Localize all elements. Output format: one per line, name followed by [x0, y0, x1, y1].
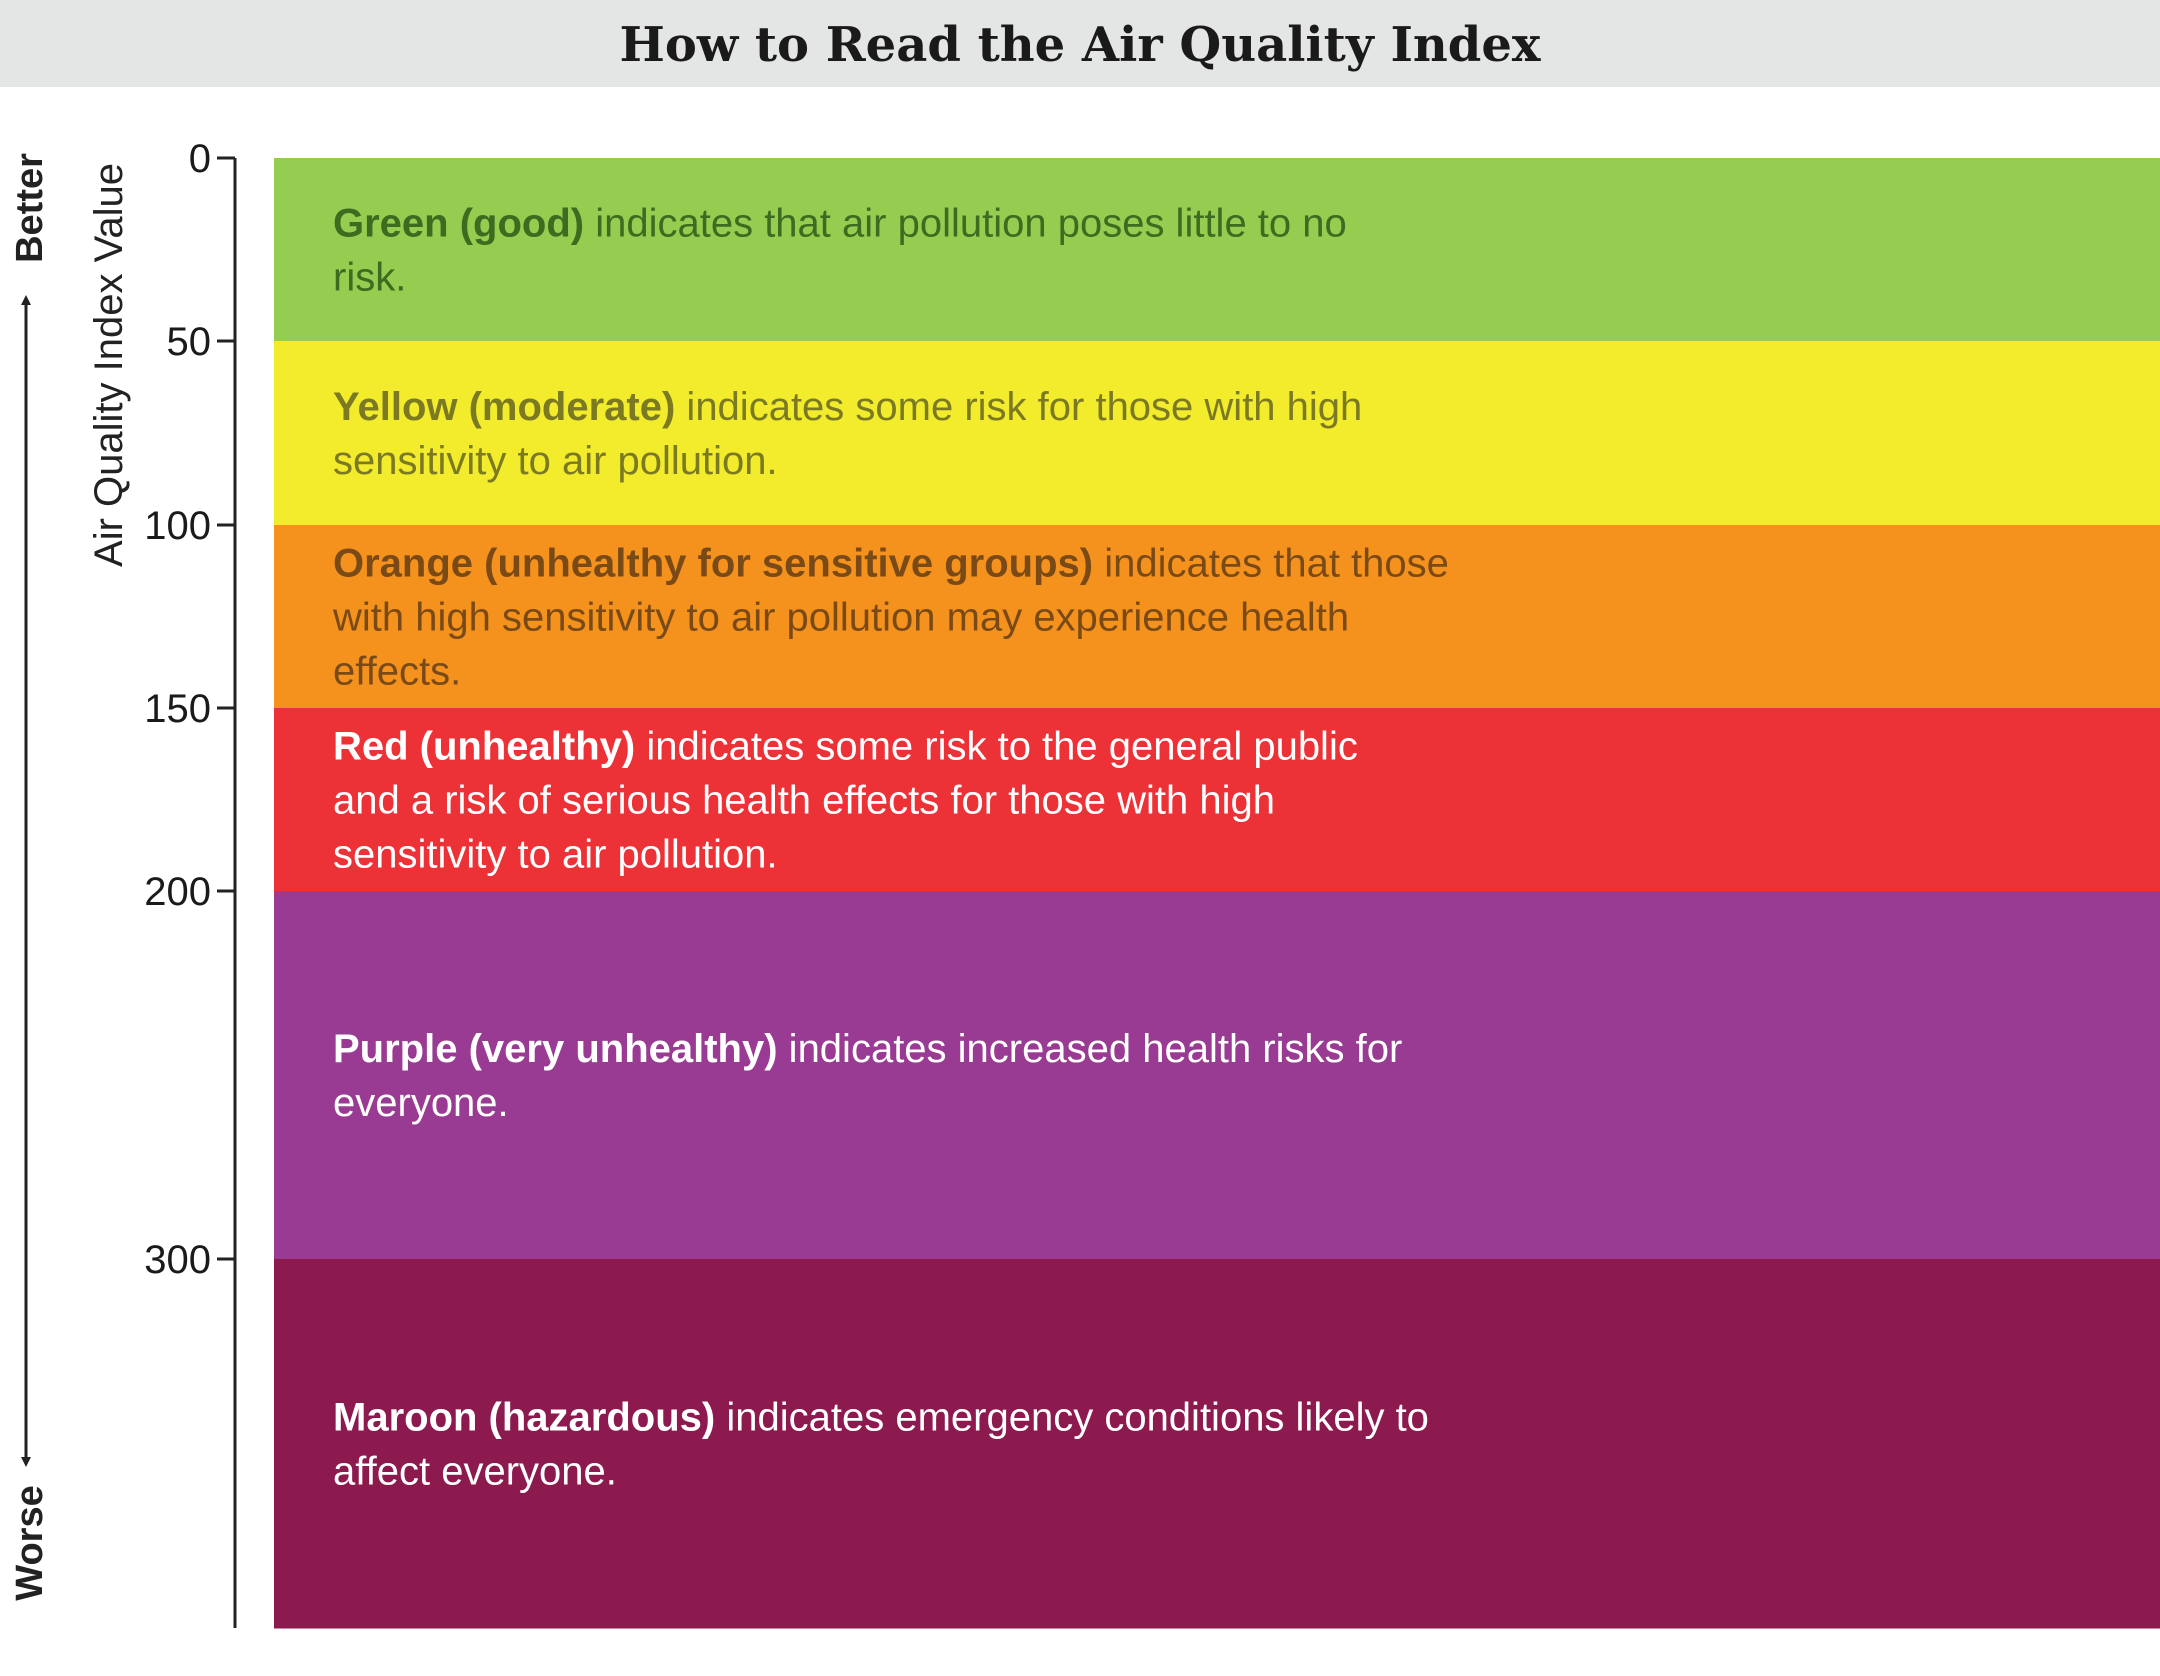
aqi-band-0: [274, 158, 2160, 342]
aqi-band-label: Green (good): [333, 201, 585, 246]
bands-layer: [274, 158, 2160, 1629]
y-tick-label: 300: [144, 1238, 211, 1282]
y-tick-label: 150: [144, 687, 211, 731]
worse-label: Worse: [9, 1485, 51, 1601]
aqi-band-description: indicates emergency conditions likely to: [715, 1395, 1429, 1440]
y-tick-label: 200: [144, 870, 211, 914]
aqi-band-description: indicates increased health risks for: [777, 1027, 1403, 1071]
aqi-band-1: [274, 341, 2160, 526]
aqi-band-description: affect everyone.: [333, 1449, 617, 1494]
aqi-band-description: indicates that those: [1093, 541, 1449, 586]
aqi-band-description: indicates that air pollution poses little to no: [584, 201, 1347, 246]
aqi-band-description: sensitivity to air pollution.: [333, 832, 778, 877]
aqi-band-label: Maroon (hazardous): [333, 1395, 716, 1440]
y-tick-label: 100: [144, 504, 211, 548]
y-axis: [144, 137, 235, 1628]
aqi-band-description: and a risk of serious health effects for those with high: [333, 778, 1276, 823]
aqi-band-description: risk.: [333, 255, 407, 300]
direction-indicator: [9, 153, 131, 1601]
aqi-band-label: Red (unhealthy): [333, 724, 636, 769]
aqi-band-4: [274, 891, 2160, 1260]
y-tick-label: 50: [166, 320, 211, 364]
chart-title: How to Read the Air Quality Index: [619, 17, 1541, 73]
y-tick-label: 0: [188, 137, 211, 181]
aqi-band-description: effects.: [333, 649, 462, 694]
aqi-band-description: everyone.: [333, 1081, 509, 1125]
aqi-band-description: with high sensitivity to air pollution may experience health: [333, 595, 1350, 640]
aqi-band-label: Purple (very unhealthy): [333, 1027, 778, 1071]
aqi-band-description: sensitivity to air pollution.: [333, 439, 778, 483]
aqi-band-description: indicates some risk to the general public: [635, 724, 1358, 769]
aqi-band-label: Yellow (moderate): [333, 385, 676, 429]
y-axis-title: Air Quality Index Value: [87, 163, 131, 567]
aqi-band-5: [274, 1259, 2160, 1629]
aqi-band-description: indicates some risk for those with high: [675, 385, 1363, 429]
aqi-band-label: Orange (unhealthy for sensitive groups): [333, 541, 1094, 586]
better-label: Better: [9, 153, 51, 263]
